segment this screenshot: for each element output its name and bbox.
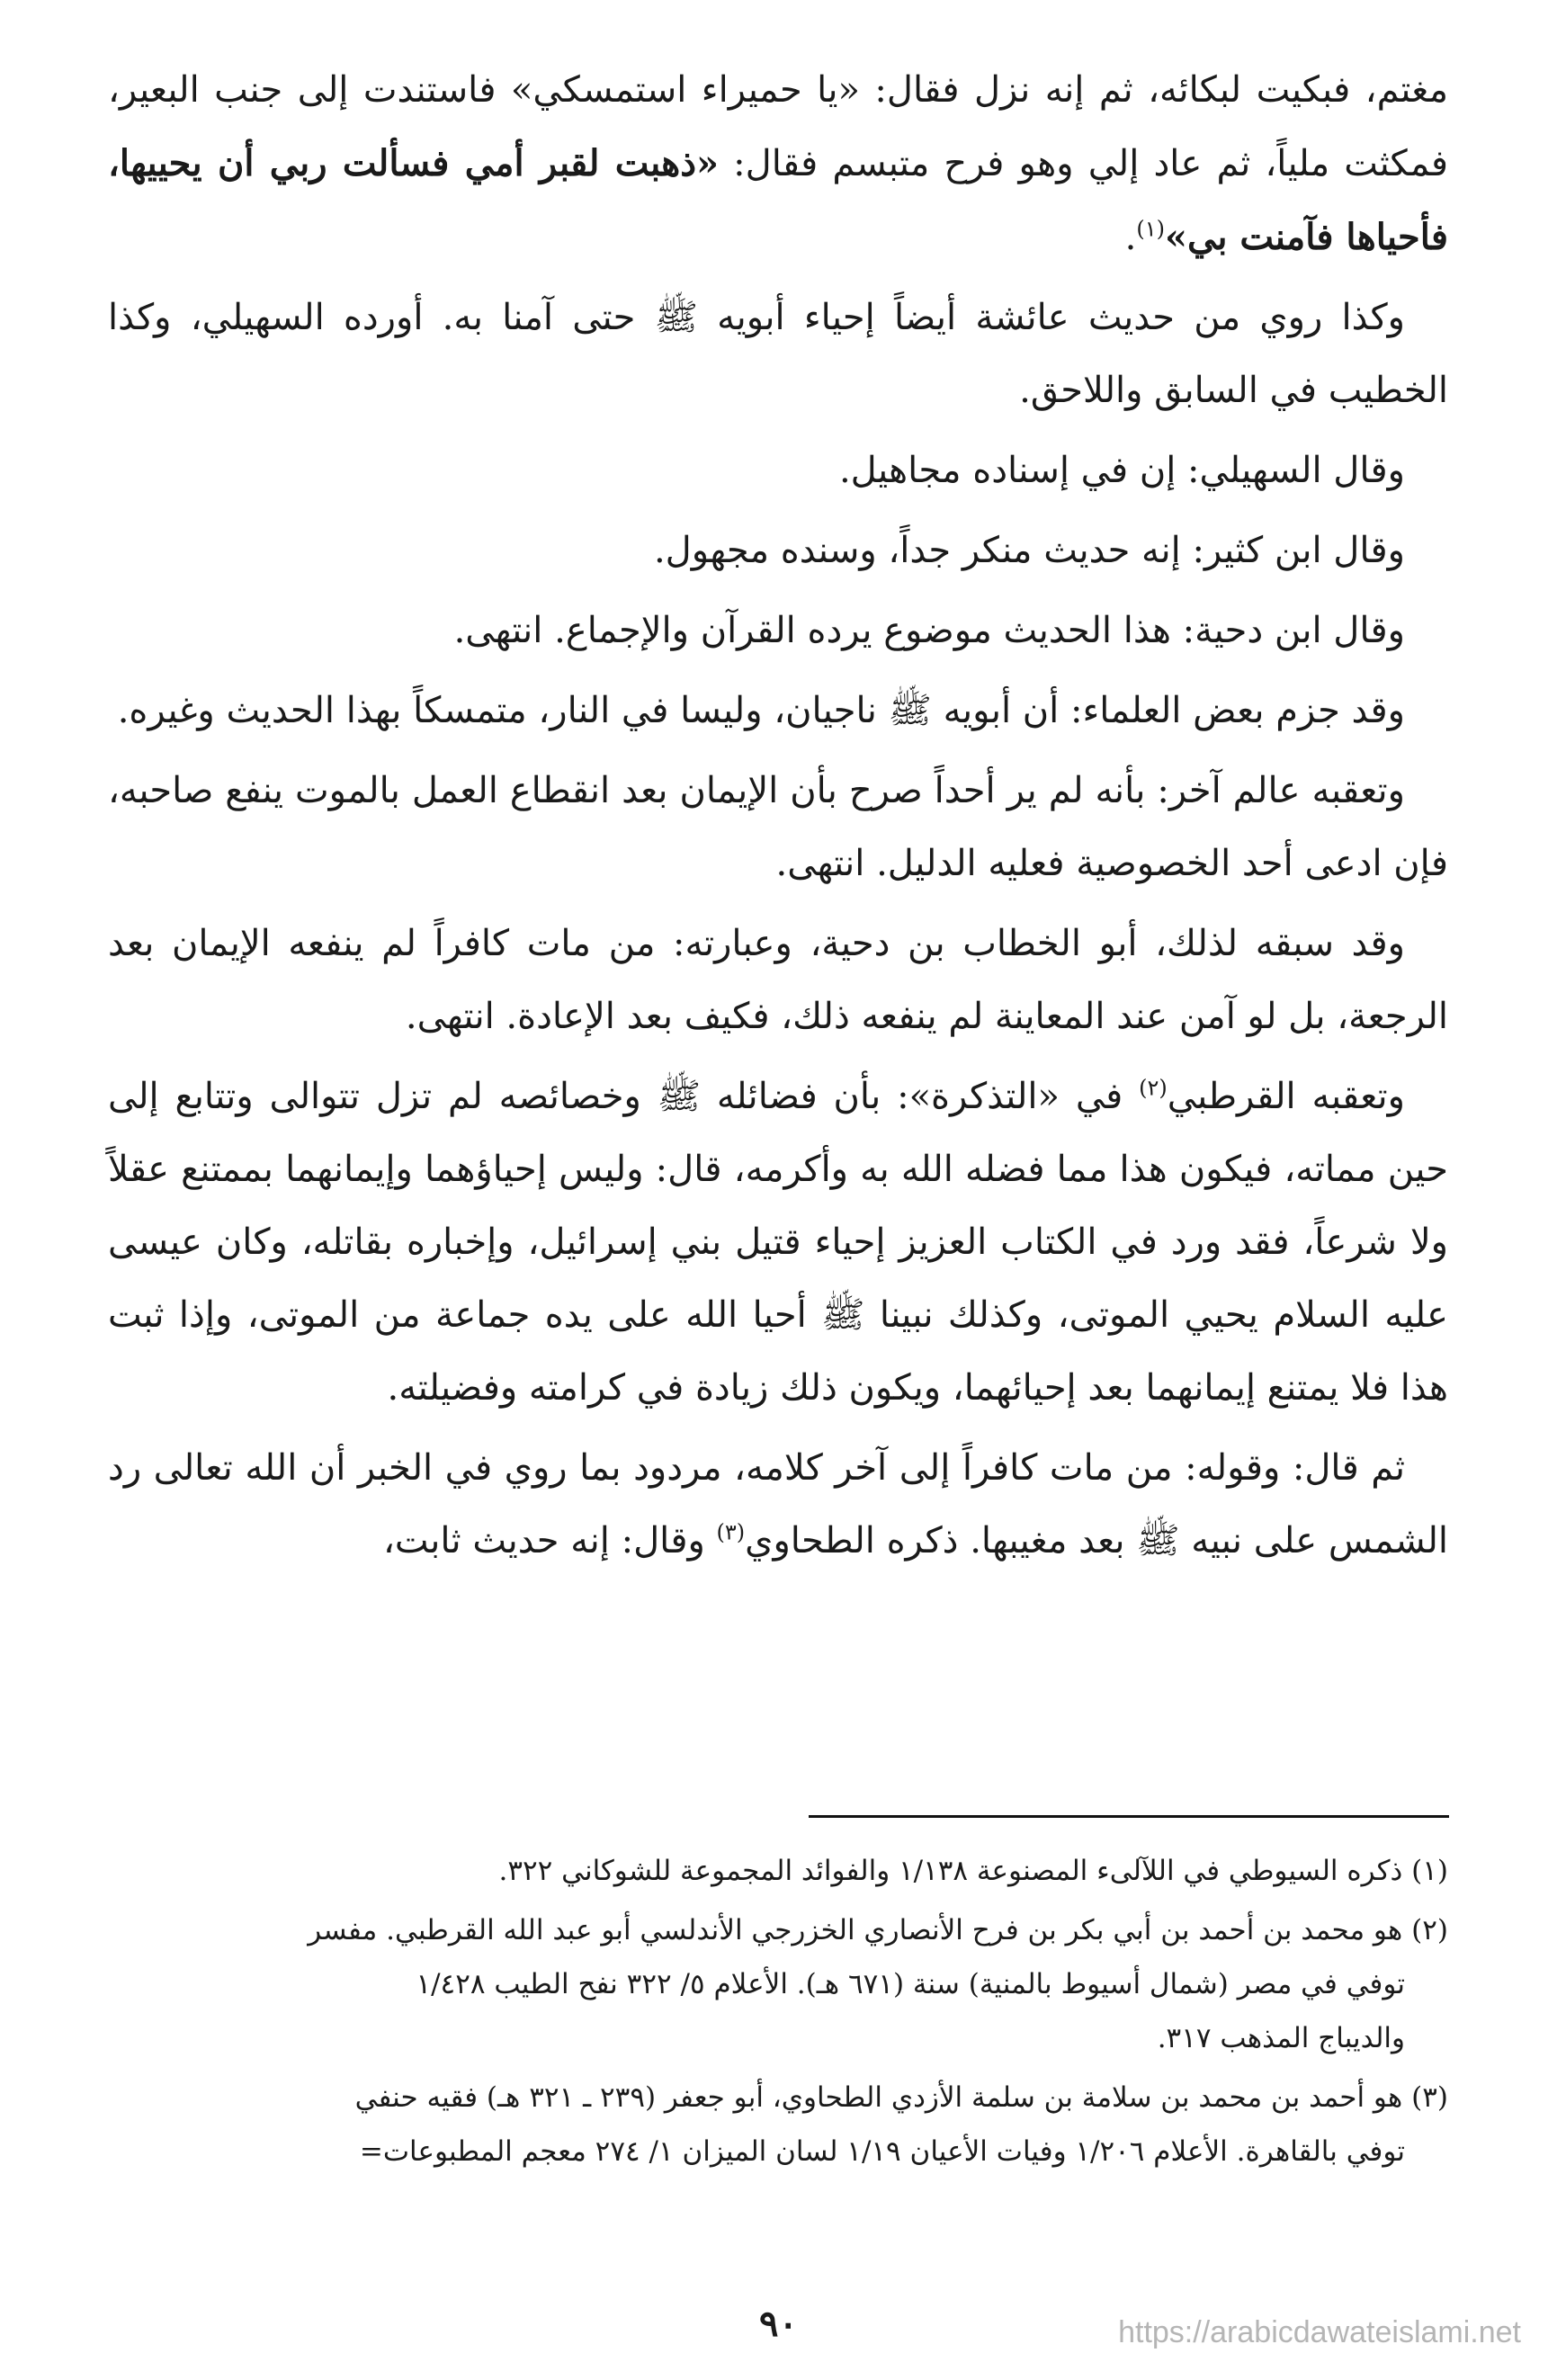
text-segment: في «التذكرة»: بأن فضائله ﷺ وخصائصه لم تزل تتوالى وتتابع إلى حين مماته، فيكون هذا مما فضله الله به وأكرمه، قال: وليس إحياؤهما وإيمانهما بممتنع عقلاً ولا شرعاً، فقد ورد في الكتاب العزيز إحياء قتيل بني إسرائيل، وإخباره بقاتله، وكان عيسى عليه السلام يحيي الموتى، وكذلك نبينا ﷺ أحيا الله على يده جماعة من الموتى، وإذا ثبت هذا فلا يمتنع إيمانهما بعد إحيائهما، ويكون ذلك زيادة في كرامته وفضيلته. — [108, 1076, 1449, 1409]
paragraph — [108, 1432, 1448, 1578]
paragraph — [108, 908, 1448, 1053]
watermark-url: https://arabicdawateislami.net — [1118, 2315, 1521, 2349]
paragraph — [108, 755, 1448, 900]
text-segment: وتعقبه القرطبي — [1167, 1076, 1405, 1117]
footnote-ref: (٢) — [1139, 1075, 1168, 1101]
footnote — [99, 2071, 1448, 2179]
page-number: ٩٠ — [759, 2303, 798, 2345]
text-segment: وقال ابن كثير: إنه حديث منكر جداً، وسنده مجهول. — [653, 530, 1405, 571]
text-segment: وقد جزم بعض العلماء: أن أبويه ﷺ ناجيان، وليسا في النار، متمسكاً بهذا الحديث وغيره. — [117, 690, 1405, 731]
text-segment: . — [1124, 217, 1137, 258]
footnote — [99, 1844, 1448, 1898]
text-segment: وقد سبقه لذلك، أبو الخطاب بن دحية، وعبارته: من مات كافراً لم ينفعه الإيمان بعد الرجعة، بل لو آمن عند المعاينة لم ينفعه ذلك، فكيف بعد الإعادة. انتهى. — [108, 923, 1448, 1037]
footnote-line: والديباج المذهب ٣١٧. — [1157, 2022, 1405, 2054]
page-body — [108, 54, 1448, 1585]
footnote-ref: (٣) — [716, 1519, 746, 1545]
footnotes — [99, 1844, 1448, 2184]
text-segment: وقال السهيلي: إن في إسناده مجاهيل. — [838, 450, 1405, 491]
footnote-line: توفي في مصر (شمال أسيوط بالمنية) سنة (٦٧١ هـ). الأعلام ٥/ ٣٢٢ نفح الطيب ١/٤٢٨ — [416, 1968, 1405, 2000]
footnote-divider — [809, 1815, 1449, 1818]
paragraph — [108, 595, 1448, 667]
text-segment: مغتم، فبكيت لبكائه، ثم إنه نزل فقال: «يا حميراء استمسكي» فاستندت إلى جنب البعير، فمكثت ملياً، ثم عاد إلي وهو فرح متبسم فقال: — [108, 69, 1448, 184]
text-segment: وقال ابن دحية: هذا الحديث موضوع يرده القرآن والإجماع. انتهى. — [453, 610, 1405, 651]
paragraph — [108, 1060, 1448, 1425]
footnote — [99, 1903, 1448, 2065]
text-segment: وتعقبه عالم آخر: بأنه لم ير أحداً صرح بأن الإيمان بعد انقطاع العمل بالموت ينفع صاحبه، فإن ادعى أحد الخصوصية فعليه الدليل. انتهى. — [108, 770, 1448, 884]
text-segment: ثم قال: وقوله: من مات كافراً إلى آخر كلامه، مردود بما روي في الخبر أن الله تعالى رد الشمس على نبيه ﷺ بعد مغيبها. ذكره الطحاوي — [108, 1447, 1448, 1561]
paragraph — [108, 434, 1448, 507]
text-segment: «ذهبت لقبر أمي فسألت ربي أن يحييها، فأحياها فآمنت بي» — [108, 142, 1448, 258]
text-segment: وكذا روي من حديث عائشة أيضاً إحياء أبويه ﷺ حتى آمنا به. أورده السهيلي، وكذا الخطيب في السابق واللاحق. — [108, 297, 1448, 411]
footnote-ref: (١) — [1136, 216, 1166, 242]
paragraph — [108, 54, 1448, 274]
footnote-line: (١) ذكره السيوطي في اللآلىء المصنوعة ١/١٣٨ والفوائد المجموعة للشوكاني ٣٢٢. — [498, 1855, 1448, 1887]
text-segment: وقال: إنه حديث ثابت، — [383, 1520, 717, 1561]
footnote-line: (٢) هو محمد بن أحمد بن أبي بكر بن فرح الأنصاري الخزرجي الأندلسي أبو عبد الله القرطبي. مفسر — [308, 1914, 1448, 1946]
paragraph — [108, 675, 1448, 747]
footnote-line: توفي بالقاهرة. الأعلام ١/٢٠٦ وفيات الأعيان ١/١٩ لسان الميزان ١/ ٢٧٤ معجم المطبوعات= — [359, 2135, 1405, 2168]
footnote-line: (٣) هو أحمد بن محمد بن سلامة بن سلمة الأزدي الطحاوي، أبو جعفر (٢٣٩ ـ ٣٢١ هـ) فقيه حنفي — [354, 2081, 1448, 2114]
paragraph — [108, 514, 1448, 587]
paragraph — [108, 282, 1448, 427]
